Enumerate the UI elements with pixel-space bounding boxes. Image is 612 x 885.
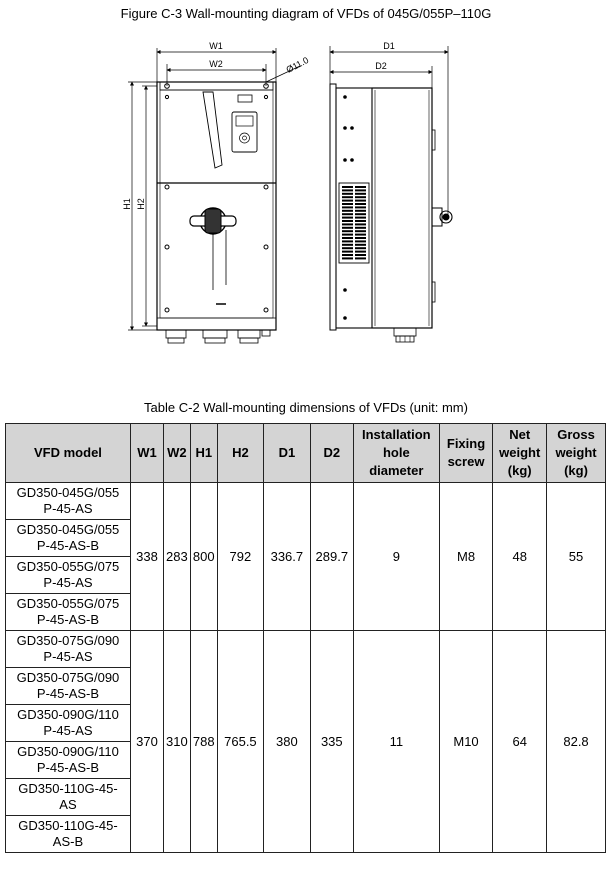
vfd-model-cell <box>6 631 131 668</box>
header-w1: W1 <box>130 424 163 483</box>
vent-slot <box>355 220 366 222</box>
header-gross-line2: weight <box>555 445 597 460</box>
w1-cell: 338 <box>130 483 163 631</box>
vent-slot <box>342 251 353 253</box>
vent-slot <box>342 244 353 246</box>
d2-cell: 335 <box>310 631 353 853</box>
h1-label: H1 <box>122 198 132 210</box>
vent-slot <box>355 210 366 212</box>
h2-label: H2 <box>136 198 146 210</box>
vfd-model-text: P-45-AS <box>43 575 93 590</box>
vfd-model-text: GD350-110G-45- <box>18 781 118 796</box>
header-w2: W2 <box>163 424 190 483</box>
vent-slot <box>355 230 366 232</box>
header-net-line3: (kg) <box>507 463 532 478</box>
vent-slot <box>355 237 366 239</box>
table-row <box>6 631 606 668</box>
header-d1: D1 <box>264 424 310 483</box>
vent-slot <box>355 251 366 253</box>
vfd-model-text: GD350-090G/110 <box>17 744 119 759</box>
header-h1: H1 <box>190 424 217 483</box>
installation-hole-diameter-cell: 11 <box>353 631 439 853</box>
vent-slot <box>355 186 366 188</box>
vent-slot <box>355 240 366 242</box>
header-fixing-screw <box>439 424 493 483</box>
d1-cell: 336.7 <box>264 483 310 631</box>
w2-label: W2 <box>209 59 223 69</box>
vent-slot <box>355 247 366 249</box>
vent-slot <box>355 254 366 256</box>
vfd-model-text: GD350-075G/090 <box>16 670 120 685</box>
vent-slot <box>342 196 353 198</box>
vent-slot <box>355 223 366 225</box>
vfd-model-text: GD350-045G/055 <box>16 485 120 500</box>
vfd-model-text: P-45-AS-B <box>36 686 100 701</box>
vfd-model-text: P-45-AS <box>43 723 93 738</box>
h1-cell: 788 <box>190 631 217 853</box>
vfd-model-cell <box>6 779 131 816</box>
header-hole-line2: hole <box>382 445 410 460</box>
w1-label: W1 <box>209 41 223 51</box>
vent-slot <box>342 210 353 212</box>
vfd-model-text: P-45-AS-B <box>36 760 100 775</box>
vent-slot <box>342 217 353 219</box>
header-vfd-model: VFD model <box>6 424 131 483</box>
vfd-model-text: AS <box>59 797 77 812</box>
gross-weight-cell: 55 <box>547 483 606 631</box>
table-caption: Table C-2 Wall-mounting dimensions of VFDs (unit: mm) <box>144 400 468 415</box>
vent-slot <box>342 213 353 215</box>
w2-cell: 310 <box>163 631 190 853</box>
vent-slot <box>355 200 366 202</box>
header-d2: D2 <box>310 424 353 483</box>
d1-cell: 380 <box>264 631 310 853</box>
d2-cell: 289.7 <box>310 483 353 631</box>
w2-cell: 283 <box>163 483 190 631</box>
table-body <box>6 483 606 853</box>
vfd-model-text: P-45-AS <box>43 501 93 516</box>
vent-slot <box>342 234 353 236</box>
vent-slot <box>342 189 353 191</box>
vent-slot <box>342 193 353 195</box>
vent-slot <box>342 227 353 229</box>
header-gross-line1: Gross <box>557 427 595 442</box>
dimensions-table <box>5 423 606 853</box>
vent-slots <box>342 186 366 259</box>
table-header-row <box>6 424 606 483</box>
vent-slot <box>342 237 353 239</box>
header-net-line1: Net <box>509 427 531 442</box>
net-weight-cell: 64 <box>493 631 547 853</box>
vfd-model-cell <box>6 668 131 705</box>
wall-mounting-diagram <box>0 0 612 345</box>
header-gross-line3: (kg) <box>564 463 588 478</box>
vent-slot <box>342 230 353 232</box>
header-hole-line1: Installation <box>362 427 431 442</box>
vfd-model-text: GD350-055G/075 <box>16 596 120 611</box>
vent-slot <box>355 227 366 229</box>
vent-slot <box>342 223 353 225</box>
vent-slot <box>355 257 366 259</box>
header-screw-line2: screw <box>447 454 485 469</box>
vent-slot <box>342 200 353 202</box>
vfd-model-cell <box>6 742 131 779</box>
vfd-model-text: AS-B <box>52 834 84 849</box>
vfd-model-cell <box>6 594 131 631</box>
vent-slot <box>342 206 353 208</box>
header-installation-hole-diameter <box>353 424 439 483</box>
vent-slot <box>355 203 366 205</box>
table-row <box>6 483 606 520</box>
side-fittings <box>394 208 452 342</box>
vent-slot <box>355 234 366 236</box>
vfd-model-text: P-45-AS <box>43 649 93 664</box>
vent-slot <box>355 189 366 191</box>
front-view <box>128 48 300 343</box>
h1-cell: 800 <box>190 483 217 631</box>
w1-cell: 370 <box>130 631 163 853</box>
header-screw-line1: Fixing <box>446 436 486 451</box>
net-weight-cell: 48 <box>493 483 547 631</box>
vfd-model-cell <box>6 705 131 742</box>
gross-weight-cell: 82.8 <box>547 631 606 853</box>
vfd-model-text: GD350-045G/055 <box>16 522 120 537</box>
vent-slot <box>342 186 353 188</box>
vent-slot <box>355 206 366 208</box>
vent-slot <box>355 213 366 215</box>
header-gross-weight <box>547 424 606 483</box>
vfd-model-text: GD350-075G/090 <box>16 633 120 648</box>
vfd-model-cell <box>6 816 131 853</box>
vent-slot <box>342 240 353 242</box>
figure-caption: Figure C-3 Wall-mounting diagram of VFDs of 045G/055P–110G <box>120 6 492 21</box>
vent-slot <box>342 203 353 205</box>
vent-slot <box>342 254 353 256</box>
h2-cell: 765.5 <box>217 631 263 853</box>
vfd-model-text: P-45-AS-B <box>36 538 100 553</box>
vfd-model-cell <box>6 483 131 520</box>
header-h2: H2 <box>217 424 263 483</box>
vent-slot <box>342 257 353 259</box>
vfd-model-cell <box>6 520 131 557</box>
fixing-screw-cell: M8 <box>439 483 493 631</box>
vfd-model-text: GD350-055G/075 <box>16 559 120 574</box>
header-net-weight <box>493 424 547 483</box>
fixing-screw-cell: M10 <box>439 631 493 853</box>
vent-slot <box>342 247 353 249</box>
hole-diameter-label: Ø11.0 <box>284 54 311 75</box>
vent-slot <box>355 193 366 195</box>
vent-slot <box>355 196 366 198</box>
vent-slot <box>355 244 366 246</box>
vent-slot <box>342 220 353 222</box>
vfd-model-text: P-45-AS-B <box>36 612 100 627</box>
vent-slot <box>355 217 366 219</box>
h2-cell: 792 <box>217 483 263 631</box>
header-hole-line3: diameter <box>369 463 424 478</box>
installation-hole-diameter-cell: 9 <box>353 483 439 631</box>
header-net-line2: weight <box>499 445 541 460</box>
d2-label: D2 <box>375 61 387 71</box>
vfd-model-text: GD350-090G/110 <box>17 707 119 722</box>
d1-label: D1 <box>383 41 395 51</box>
vfd-model-cell <box>6 557 131 594</box>
vfd-model-text: GD350-110G-45- <box>18 818 118 833</box>
